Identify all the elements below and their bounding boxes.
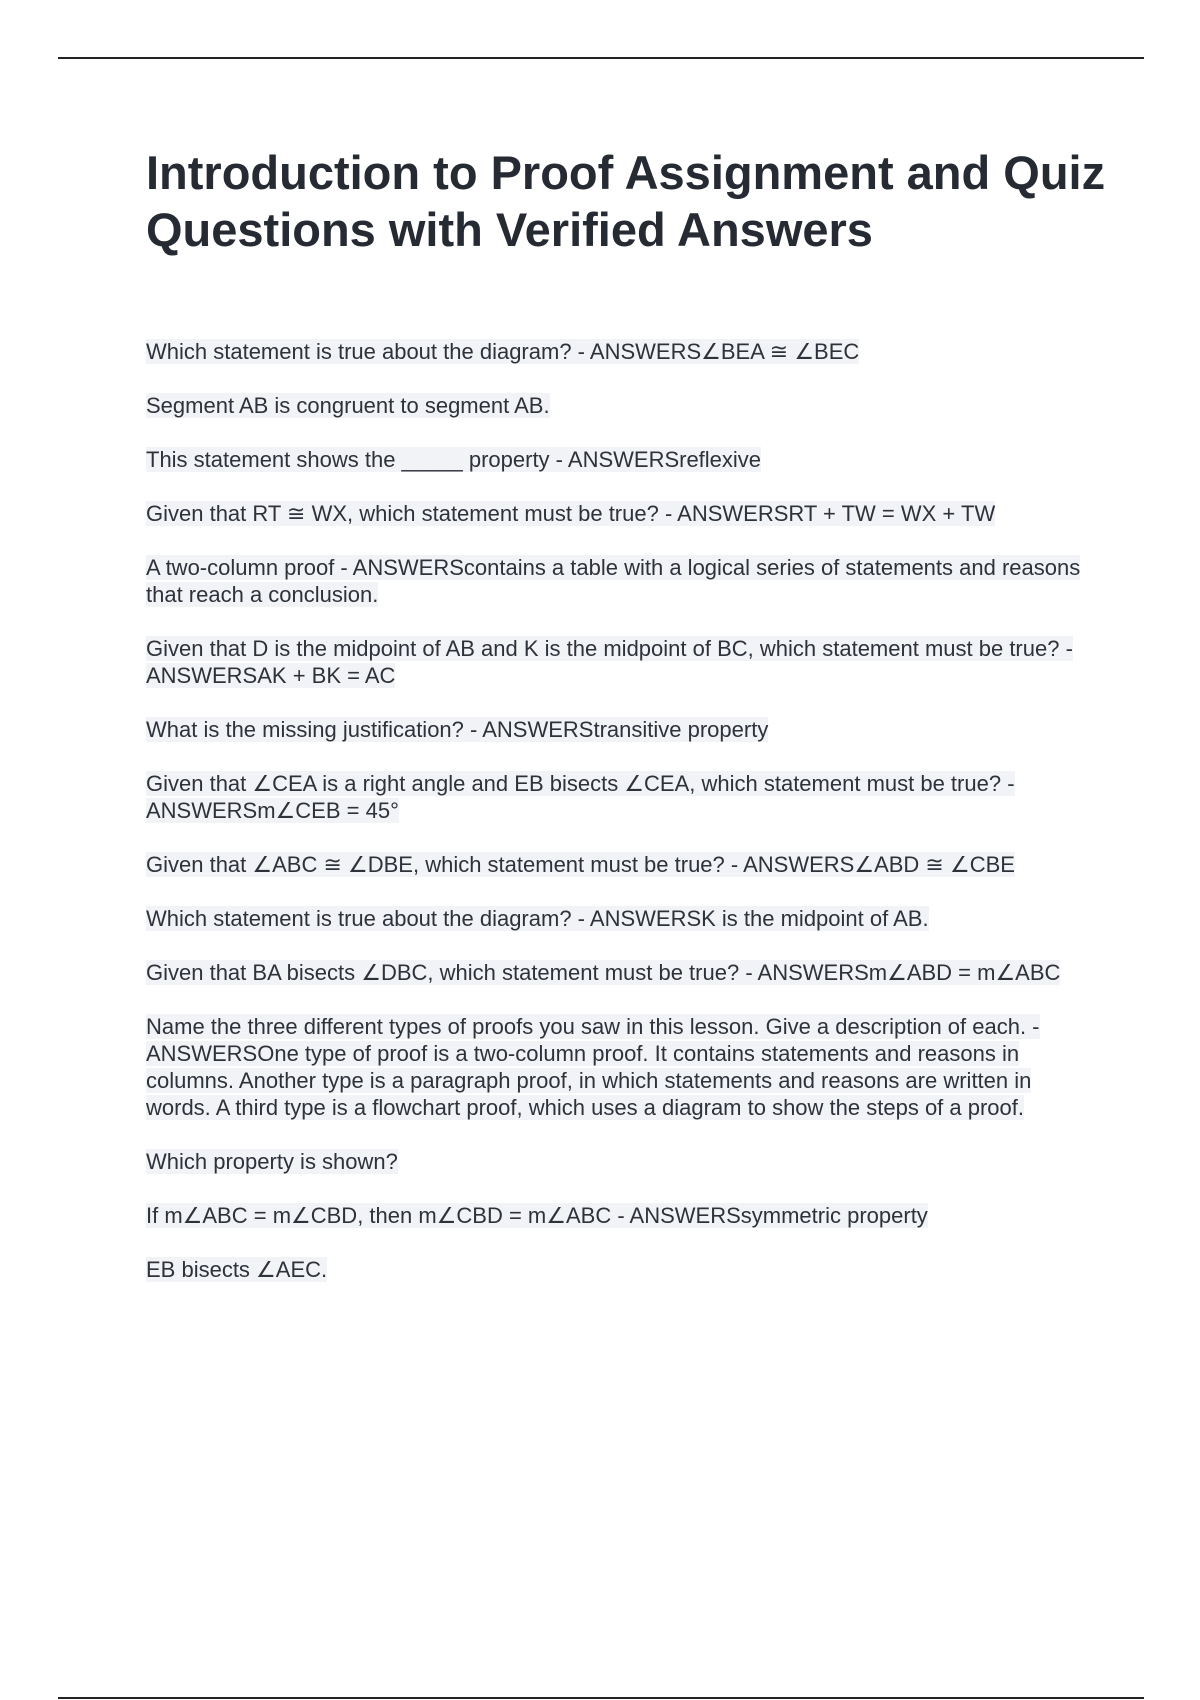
- qa-paragraph-5: A two-column proof - ANSWERScontains a table with a logical series of statements and reasons that reach a conclusion.: [146, 555, 1081, 607]
- qa-paragraph-2: Segment AB is congruent to segment AB.: [146, 393, 550, 418]
- qa-paragraph-15: EB bisects ∠AEC.: [146, 1257, 328, 1282]
- qa-paragraph-8: Given that ∠CEA is a right angle and EB bisects ∠CEA, which statement must be true? - ANSWERSm∠CEB = 45°: [146, 771, 1015, 823]
- qa-paragraph-6: Given that D is the midpoint of AB and K is the midpoint of BC, which statement must be true? - ANSWERSAK + BK = AC: [146, 636, 1073, 688]
- qa-paragraph-12: Name the three different types of proofs you saw in this lesson. Give a description of each. - ANSWERSOne type of proof is a two-column proof. It contains statements and reasons in columns. Another type is a paragraph proof, in which statements and reasons are written in words. A third type is a flowchart proof, which uses a diagram to show the steps of a proof.: [146, 1014, 1040, 1120]
- qa-paragraph-11: Given that BA bisects ∠DBC, which statement must be true? - ANSWERSm∠ABD = m∠ABC: [146, 960, 1061, 985]
- qa-list: [146, 338, 1091, 1310]
- qa-paragraph-7: What is the missing justification? - ANSWERStransitive property: [146, 717, 769, 742]
- qa-paragraph-13: Which property is shown?: [146, 1149, 398, 1174]
- bottom-rule: [58, 1697, 1144, 1699]
- document-title: Introduction to Proof Assignment and Quiz Questions with Verified Answers: [146, 146, 1106, 256]
- qa-paragraph-10: Which statement is true about the diagram? - ANSWERSK is the midpoint of AB.: [146, 906, 929, 931]
- qa-paragraph-3: This statement shows the _____ property - ANSWERSreflexive: [146, 447, 762, 472]
- qa-paragraph-14: If m∠ABC = m∠CBD, then m∠CBD = m∠ABC - ANSWERSsymmetric property: [146, 1203, 928, 1228]
- qa-paragraph-4: Given that RT ≅ WX, which statement must be true? - ANSWERSRT + TW = WX + TW: [146, 501, 996, 526]
- qa-paragraph-9: Given that ∠ABC ≅ ∠DBE, which statement must be true? - ANSWERS∠ABD ≅ ∠CBE: [146, 852, 1015, 877]
- qa-paragraph-1: Which statement is true about the diagram? - ANSWERS∠BEA ≅ ∠BEC: [146, 339, 860, 364]
- top-rule: [58, 57, 1144, 59]
